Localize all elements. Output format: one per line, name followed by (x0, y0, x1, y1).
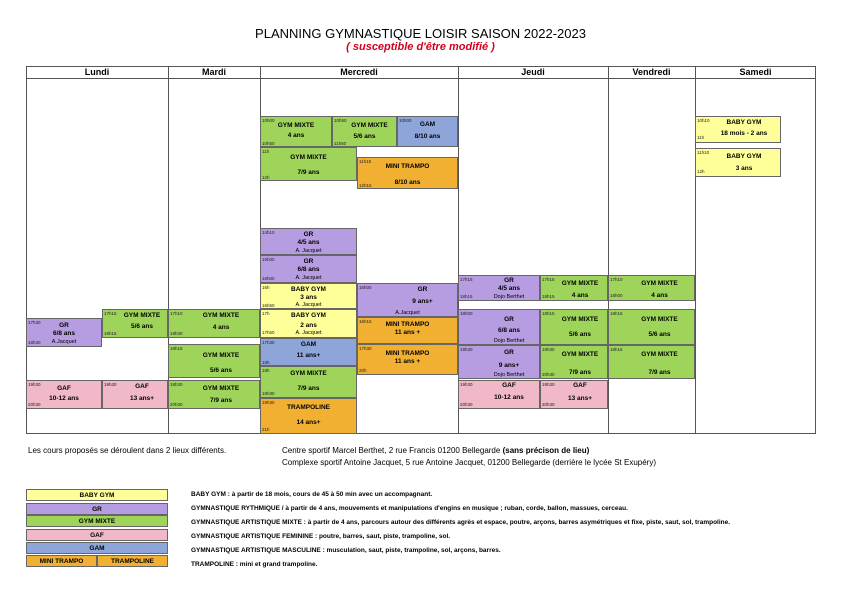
course-location: A. Jacquet (295, 330, 322, 336)
locations-note: Les cours proposés se déroulent dans 2 lieux différents. (28, 446, 227, 455)
course-age: 5/6 ans (353, 133, 376, 140)
start-time: 17h10 (170, 311, 183, 316)
course-age: 8/10 ans (414, 133, 441, 140)
course-age: 3 ans (735, 165, 753, 172)
end-time: 20h30 (542, 372, 555, 377)
course-block-gym-mixte[interactable] (260, 147, 357, 181)
course-name: GYM MIXTE (123, 312, 161, 319)
page-subtitle: ( susceptible d'être modifié ) (346, 41, 495, 53)
course-block-gym-mixte[interactable] (260, 366, 357, 398)
legend-baby-gym: BABY GYM (26, 489, 168, 501)
end-time: 16h00 (262, 276, 275, 281)
day-header-mardi: Mardi (168, 66, 260, 79)
start-time: 19h30 (28, 382, 41, 387)
course-name: GYM MIXTE (290, 370, 327, 377)
course-age: 4/5 ans (497, 285, 521, 292)
start-time: 10h50 (334, 118, 347, 123)
start-time: 17h30 (359, 346, 372, 351)
course-location: Dojo Berthet (493, 372, 525, 378)
course-block-mini-trampo[interactable] (357, 157, 458, 189)
course-name: GR (504, 316, 514, 323)
day-header-mercredi: Mercredi (260, 66, 458, 79)
course-age: 7/9 ans (209, 397, 233, 404)
course-name: GYM MIXTE (561, 316, 599, 323)
course-age: 5/6 ans (568, 331, 592, 338)
day-header-jeudi: Jeudi (458, 66, 608, 79)
column-divider (168, 66, 169, 434)
start-time: 16h (262, 285, 270, 290)
end-time: 11h (697, 135, 705, 140)
end-time: 19h30 (262, 391, 275, 396)
course-name: GYM MIXTE (641, 280, 678, 287)
end-time: 21h (262, 427, 270, 432)
course-block-gym-mixte[interactable] (540, 345, 608, 379)
legend-mini-trampo: MINI TRAMPO (26, 555, 97, 567)
course-block-trampoline[interactable] (260, 398, 357, 434)
course-name: GYM MIXTE (202, 385, 240, 392)
end-time: 12h (697, 169, 705, 174)
start-time: 11h10 (697, 150, 710, 155)
course-age: 10-12 ans (49, 395, 79, 402)
end-time: 20h30 (460, 402, 473, 407)
course-name: GR (303, 258, 314, 265)
start-time: 18h (262, 368, 270, 373)
course-age: 7/9 ans (568, 369, 592, 376)
description-gym-mixte: GYMNASTIQUE ARTISTIQUE MIXTE : à partir de 4 ans, parcours autour des différents agrès et espace, poutre, arçons, barres asymétriques et fixe, piste, saut, sol, trampoline. (191, 519, 731, 526)
course-name: GYM MIXTE (641, 316, 678, 323)
course-age: 18 mois - 2 ans (720, 130, 768, 137)
end-time: 20h (359, 368, 367, 373)
course-block-gr[interactable] (260, 228, 357, 255)
start-time: 18h15 (542, 311, 555, 316)
course-age: 11 ans + (394, 358, 421, 365)
course-location: A.Jacquet (395, 310, 420, 316)
course-age: 6/8 ans (297, 266, 320, 273)
end-time: 20h30 (542, 402, 555, 407)
course-name: MINI TRAMPO (385, 321, 430, 328)
course-block-mini-trampo[interactable] (357, 344, 458, 375)
course-name: GYM MIXTE (277, 122, 315, 129)
course-block-gr[interactable] (357, 283, 458, 317)
course-name: GAM (419, 121, 436, 128)
course-block-gym-mixte[interactable] (168, 309, 260, 338)
course-age: 14 ans+ (296, 419, 321, 426)
course-age: 4 ans (571, 292, 589, 299)
course-name: GR (504, 277, 514, 284)
course-name: GR (417, 286, 428, 293)
course-name: GAF (57, 385, 71, 392)
course-name: GAF (135, 383, 149, 390)
course-age: 9 ans+ (412, 298, 433, 305)
course-age: 10-12 ans (494, 394, 524, 401)
start-time: 16h15 (359, 319, 372, 324)
course-age: 7/9 ans (648, 369, 671, 376)
course-block-gr[interactable] (260, 255, 357, 283)
description-gam: GYMNASTIQUE ARTISTIQUE MASCULINE : musculation, saut, piste, trampoline, sol, arçons, barres. (191, 547, 501, 554)
course-age: 4 ans (651, 292, 668, 299)
course-block-gym-mixte[interactable] (332, 116, 397, 147)
start-time: 17h30 (262, 340, 275, 345)
end-time: 12h15 (359, 183, 372, 188)
course-block-baby-gym[interactable] (260, 283, 357, 309)
course-age: 9 ans+ (498, 362, 520, 369)
end-time: 18h15 (104, 331, 117, 336)
location-1-address: Centre sportif Marcel Berthet, 2 rue Francis 01200 Bellegarde (282, 446, 501, 455)
day-header-lundi: Lundi (26, 66, 168, 79)
course-age: 6/8 ans (497, 327, 521, 334)
start-time: 19h15 (610, 347, 623, 352)
course-location: A. Jacquet (295, 302, 322, 308)
course-block-mini-trampo[interactable] (357, 317, 458, 344)
legend-trampoline: TRAMPOLINE (97, 555, 168, 567)
course-block-gym-mixte[interactable] (260, 116, 332, 147)
location-1-note: (sans précison de lieu) (502, 446, 590, 455)
day-header-samedi: Samedi (695, 66, 816, 79)
course-age: 13 ans+ (129, 395, 155, 402)
course-name: MINI TRAMPO (385, 350, 430, 357)
course-block-gr[interactable] (26, 318, 102, 347)
course-block-gym-mixte[interactable] (102, 309, 168, 338)
start-time: 17h (262, 311, 270, 316)
course-age: 11 ans+ (296, 352, 321, 359)
course-block-gr[interactable] (458, 309, 540, 345)
course-name: GYM MIXTE (202, 312, 240, 319)
course-name: MINI TRAMPO (385, 163, 430, 170)
end-time: 11h50 (334, 141, 347, 146)
start-time: 17h15 (542, 277, 555, 282)
course-age: 4 ans (287, 132, 305, 139)
start-time: 17h10 (610, 277, 623, 282)
description-baby-gym: BABY GYM : à partir de 18 mois, cours de 45 à 50 min avec un accompagnant. (191, 491, 433, 498)
course-block-gaf[interactable] (26, 380, 102, 409)
start-time: 19h30 (542, 382, 555, 387)
course-age: 8/10 ans (394, 179, 421, 186)
end-time: 18h00 (610, 293, 623, 298)
end-time: 18h15 (542, 294, 555, 299)
course-name: GYM MIXTE (561, 280, 599, 287)
course-block-gym-mixte[interactable] (168, 380, 260, 409)
course-name: GAF (573, 382, 587, 389)
course-age: 7/9 ans (297, 385, 320, 392)
description-trampoline: TRAMPOLINE : mini et grand trampoline. (191, 561, 318, 568)
course-block-gaf[interactable] (540, 380, 608, 409)
course-age: 6/8 ans (52, 330, 76, 337)
start-time: 11h15 (359, 159, 372, 164)
course-age: 13 ans+ (567, 395, 593, 402)
course-name: BABY GYM (726, 153, 762, 160)
course-age: 5/6 ans (130, 323, 154, 330)
start-time: 10h00 (262, 118, 275, 123)
start-time: 11h (262, 149, 270, 154)
location-line-2: Complexe sportif Antoine Jacquet, 5 rue Antoine Jacquet, 01200 Bellegarde (derrière le lycée St Exupéry) (282, 458, 656, 467)
start-time: 19h30 (460, 382, 473, 387)
course-block-gaf[interactable] (458, 380, 540, 409)
course-block-gym-mixte[interactable] (540, 309, 608, 345)
description-gr: GYMNASTIQUE RYTHMIQUE / à partir de 4 ans, mouvements et manipulations d'engins en musique ; ruban, corde, ballon, massues, cerceau. (191, 505, 628, 512)
end-time: 17h50 (262, 330, 275, 335)
legend-gr: GR (26, 503, 168, 515)
end-time: 16h50 (262, 303, 275, 308)
legend-gaf: GAF (26, 529, 168, 541)
start-time: 17h30 (28, 320, 41, 325)
end-time: 10h50 (262, 141, 275, 146)
day-header-vendredi: Vendredi (608, 66, 695, 79)
start-time: 18h15 (170, 346, 183, 351)
location-line-1 (282, 446, 589, 455)
course-name: GAM (300, 341, 317, 348)
start-time: 10h00 (399, 118, 412, 123)
course-name: GYM MIXTE (351, 122, 388, 129)
description-gaf: GYMNASTIQUE ARTISTIQUE FEMININE : poutre, barres, saut, piste, trampoline, sol. (191, 533, 451, 540)
course-name: BABY GYM (291, 286, 326, 293)
course-block-gym-mixte[interactable] (608, 275, 695, 301)
end-time: 18h15 (460, 294, 473, 299)
course-name: GYM MIXTE (290, 154, 327, 161)
course-name: BABY GYM (726, 119, 762, 126)
course-name: GAF (502, 382, 516, 389)
course-age: 3 ans (300, 294, 317, 301)
course-name: GYM MIXTE (641, 351, 678, 358)
start-time: 19h30 (460, 347, 473, 352)
end-time: 20h30 (170, 402, 183, 407)
start-time: 18h15 (610, 311, 623, 316)
course-name: GYM MIXTE (561, 351, 599, 358)
course-block-gr[interactable] (458, 345, 540, 379)
start-time: 15h00 (262, 257, 275, 262)
course-age: 4/5 ans (297, 239, 320, 246)
end-time: 18h30 (170, 331, 183, 336)
legend-gym-mixte: GYM MIXTE (26, 515, 168, 527)
course-age: 7/9 ans (297, 169, 320, 176)
start-time: 17h15 (460, 277, 473, 282)
course-name: TRAMPOLINE (287, 404, 330, 411)
page-title: PLANNING GYMNASTIQUE LOISIR SAISON 2022-2023 (255, 26, 586, 41)
course-block-gr[interactable] (458, 275, 540, 301)
start-time: 19h30 (262, 400, 275, 405)
course-block-baby-gym[interactable] (695, 148, 781, 177)
start-time: 14h10 (262, 230, 275, 235)
course-block-baby-gym[interactable] (695, 116, 781, 143)
course-location: A.Jacquet (51, 339, 77, 345)
start-time: 10h10 (697, 118, 710, 123)
end-time: 20h30 (28, 402, 41, 407)
start-time: 19h30 (104, 382, 117, 387)
end-time: 18h30 (28, 340, 41, 345)
course-name: GR (303, 231, 314, 238)
start-time: 19h30 (542, 347, 555, 352)
end-time: 12h (262, 175, 270, 180)
course-location: Dojo Berthet (493, 294, 525, 300)
course-location: A. Jacquet (295, 248, 322, 254)
start-time: 17h15 (104, 311, 117, 316)
course-location: A. Jacquet (295, 275, 322, 281)
start-time: 16h00 (359, 285, 372, 290)
course-age: 4 ans (212, 324, 230, 331)
course-name: GYM MIXTE (202, 352, 240, 359)
course-age: 5/6 ans (648, 331, 671, 338)
course-block-gym-mixte[interactable] (540, 275, 608, 301)
course-name: GR (504, 349, 514, 356)
course-name: GR (59, 322, 69, 329)
start-time: 18h30 (170, 382, 183, 387)
course-block-gym-mixte[interactable] (608, 345, 695, 379)
course-name: BABY GYM (291, 312, 326, 319)
course-age: 5/6 ans (209, 367, 233, 374)
course-location: Dojo Berthet (493, 338, 525, 344)
end-time: 19h (262, 360, 270, 365)
course-age: 2 ans (300, 322, 317, 329)
course-block-gam[interactable] (260, 338, 357, 366)
course-block-gaf[interactable] (102, 380, 168, 409)
course-block-gam[interactable] (397, 116, 458, 147)
course-block-baby-gym[interactable] (260, 309, 357, 338)
start-time: 18h00 (460, 311, 473, 316)
course-block-gym-mixte[interactable] (168, 344, 260, 378)
course-block-gym-mixte[interactable] (608, 309, 695, 345)
course-age: 11 ans + (394, 329, 421, 336)
legend-gam: GAM (26, 542, 168, 554)
